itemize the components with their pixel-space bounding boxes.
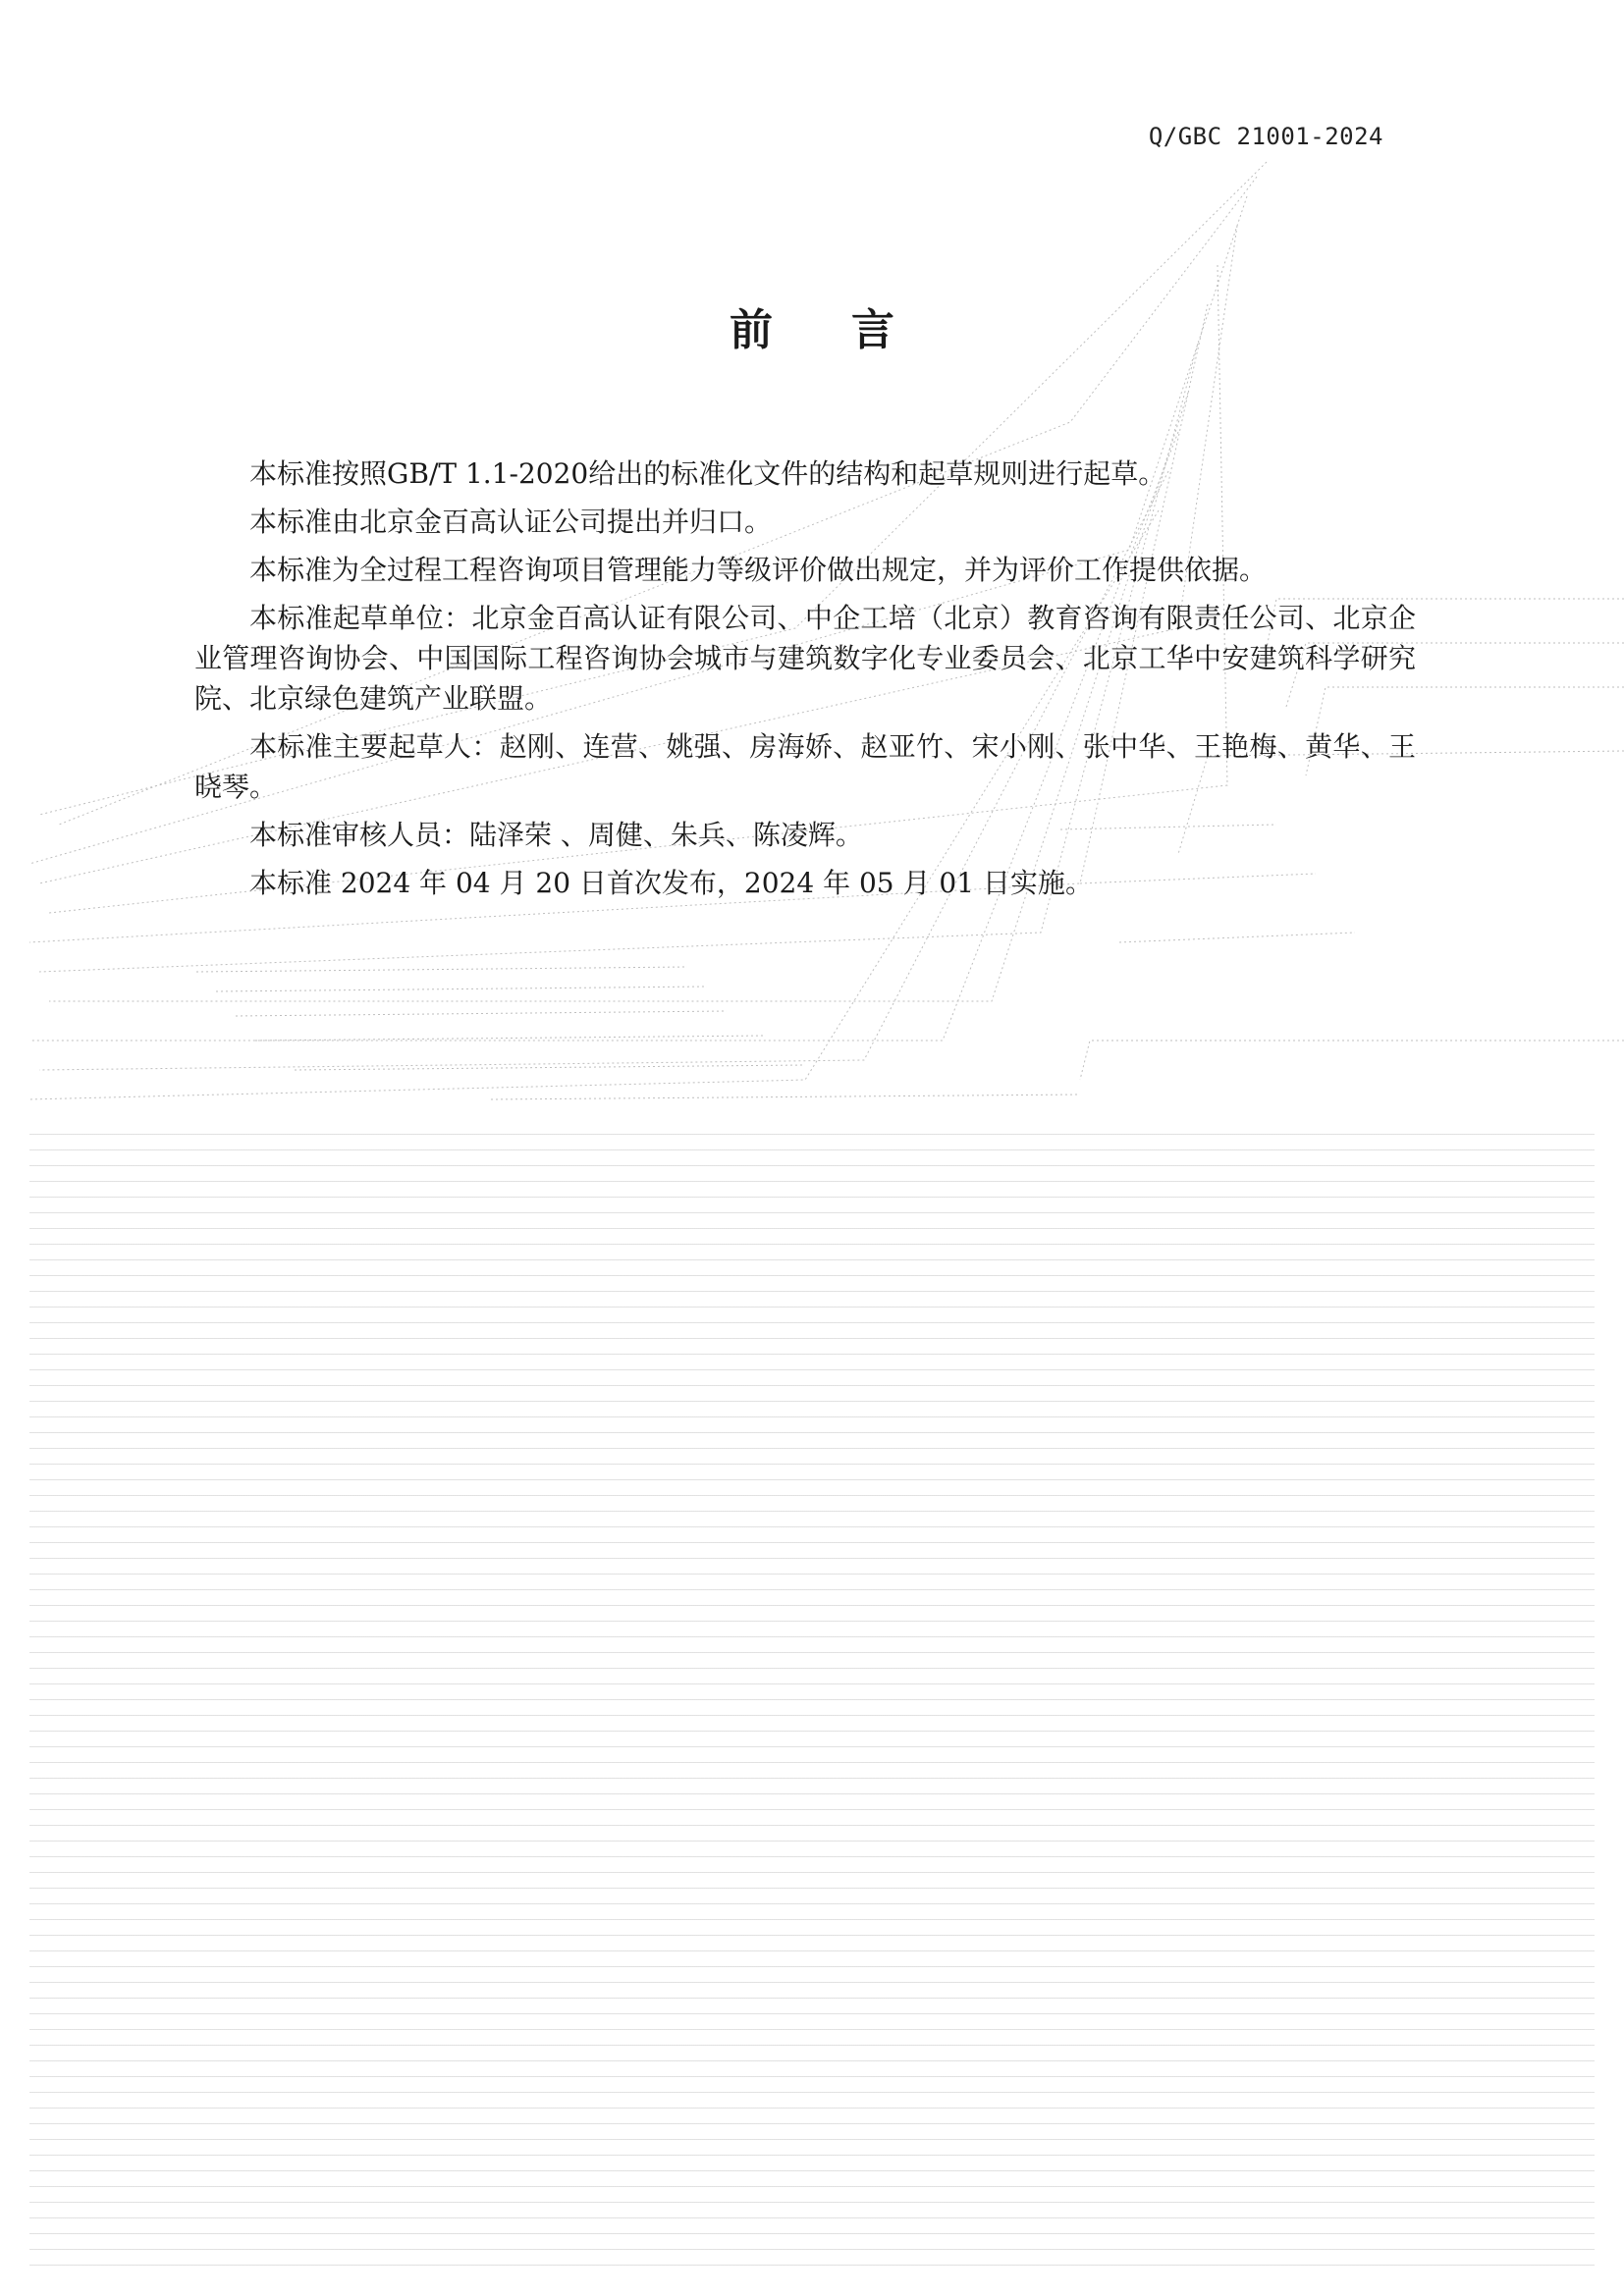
- document-code: Q/GBC 21001-2024: [1148, 123, 1383, 150]
- paragraph-proposer: 本标准由北京金百高认证公司提出并归口。: [249, 506, 773, 538]
- foreword-body: [194, 454, 1416, 911]
- paragraph-purpose: 本标准为全过程工程咨询项目管理能力等级评价做出规定，并为评价工作提供依据。: [249, 554, 1268, 586]
- paragraph-main-drafters: 本标准主要起草人：赵刚、连营、姚强、房海娇、赵亚竹、宋小刚、张中华、王艳梅、黄华、王晓琴。: [194, 730, 1416, 803]
- foreword-title: 前言: [730, 305, 973, 355]
- paragraph-release-dates: 本标准 2024 年 04 月 20 日首次发布，2024 年 05 月 01 日实施。: [249, 867, 1093, 899]
- paragraph-reviewers: 本标准审核人员：陆泽荣 、周健、朱兵、陈凌辉。: [249, 819, 863, 851]
- paragraph-drafting-units: 本标准起草单位：北京金百高认证有限公司、中企工培（北京）教育咨询有限责任公司、北京企业管理咨询协会、中国国际工程咨询协会城市与建筑数字化专业委员会、北京工华中安建筑科学研究院、北京绿色建筑产业联盟。: [194, 602, 1416, 715]
- paragraph-drafting-rules: 本标准按照GB/T 1.1-2020给出的标准化文件的结构和起草规则进行起草。: [249, 457, 1166, 490]
